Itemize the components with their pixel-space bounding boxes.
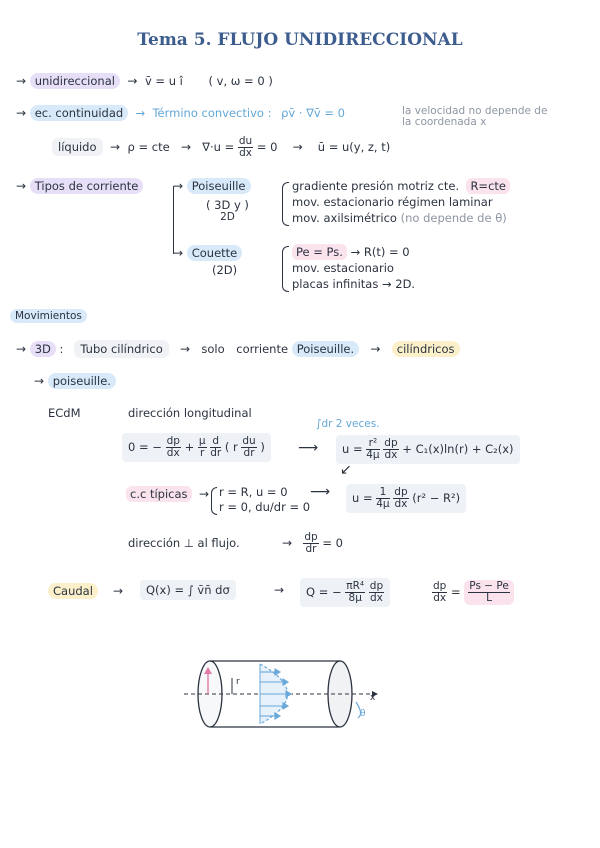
unidireccional-label: unidireccional: [30, 73, 120, 89]
termino-convectivo: Término convectivo :: [152, 106, 272, 120]
ecdm-label: ECdM: [48, 406, 81, 420]
arrow-right-icon: →: [16, 179, 27, 193]
arrow-right-icon: →: [131, 106, 149, 120]
poiseuille-dims-2: 2D: [220, 211, 235, 223]
page-title: Tema 5. FLUJO UNIDIRECCIONAL: [137, 30, 463, 50]
poi-line-3: mov. axilsimétrico (no depende de θ): [292, 211, 507, 225]
r-label: r: [236, 677, 240, 687]
cou-line-3: placas infinitas → 2D.: [292, 277, 416, 291]
arrow-right-icon: →: [16, 74, 27, 88]
unidireccional-condition: ( v, ω = 0 ): [208, 74, 273, 88]
poiseuille-pill: Poiseuille.: [292, 341, 359, 357]
arrow-right-icon: →: [34, 374, 45, 388]
couette-properties: [292, 244, 415, 292]
theta-label: θ: [360, 709, 366, 719]
velocity-profile-solution: u = $\frac{1}{4\mu}$ $\frac{dp}{dx}$ (r² − R²): [346, 484, 466, 513]
tree-connector: [173, 186, 174, 254]
curved-arrow-icon: ↙: [340, 462, 352, 478]
caudal-row: [48, 584, 135, 598]
couette-label: Couette: [187, 245, 243, 261]
u-result: ū = u(y, z, t): [317, 140, 391, 154]
poiseuille-branch: [173, 179, 251, 193]
tres-d-row: → 3D : Tubo cilíndrico → solo corriente Poiseuille. → cilíndricos: [16, 342, 460, 356]
tipos-row: [16, 179, 143, 193]
cc-label: c.c típicas: [126, 486, 192, 502]
couette-branch: [173, 246, 242, 260]
arrow-right-icon: →: [274, 583, 285, 597]
couette-dims: (2D): [212, 263, 238, 277]
poiseuille-dims: [206, 199, 249, 223]
velocidad-note: [402, 106, 547, 128]
poi-line-2: mov. estacionario régimen laminar: [292, 195, 493, 209]
poiseuille-sub-label: poiseuille.: [48, 373, 116, 389]
du-dx-fraction: $\frac{du}{dx}$: [238, 135, 253, 159]
x-label: x: [370, 693, 376, 703]
perp-equation: → $\frac{dp}{dr}$ = 0: [282, 531, 343, 555]
tres-d-label: 3D: [30, 341, 56, 357]
caudal-label: Caudal: [48, 583, 98, 599]
movimientos-row: [10, 310, 87, 322]
brace-couette: [282, 246, 289, 292]
r-cte-highlight: R=cte: [466, 178, 510, 194]
arrow-right-icon: →: [16, 106, 27, 120]
div-eq-suffix: = 0: [256, 140, 278, 154]
arrow-right-icon: →: [172, 342, 198, 356]
pressure-gradient: $\frac{dp}{dx}$ = $\frac{Ps - Pe}{L}$: [432, 580, 514, 605]
cc-line-1: r = R, u = 0: [219, 485, 288, 499]
flow-rate-result: Q = − $\frac{\text{πR⁴}}{8\mu}$ $\frac{dp}{dx}$: [300, 578, 390, 607]
arrow-right-icon: →: [281, 140, 315, 154]
velocidad-note-line-2: la coordenada x: [402, 116, 487, 128]
momentum-equation: 0 = − $\frac{dp}{dx}$ + $\frac{\mu}{r}$ $\frac{d}{dr}$ ( r $\frac{du}{dr}$ ): [122, 433, 271, 462]
cc-row: [126, 487, 209, 501]
arrow-right-icon: →: [123, 74, 142, 88]
arrow-right-icon: →: [362, 342, 389, 356]
div-eq-prefix: ∇·u =: [202, 140, 235, 154]
arrow-right-icon: →: [173, 140, 199, 154]
arrow-right-icon: →: [101, 584, 135, 598]
continuidad-row: [16, 106, 345, 120]
general-solution: u = $\frac{\text{r²}}{4\mu}$ $\frac{dp}{dx}$ + C₁(x)ln(r) + C₂(x): [336, 435, 520, 464]
arrow-right-icon: →: [195, 487, 210, 501]
arrow-right-icon: →: [16, 342, 27, 356]
integrate-note: ∫dr 2 veces.: [316, 418, 380, 430]
arrow-right-icon: →: [106, 140, 124, 154]
unidireccional-row: [16, 74, 273, 88]
brace-cc: [211, 487, 217, 515]
convectivo-equation: ρv̄ · ∇v̄ = 0: [281, 106, 345, 120]
cc-conditions: [219, 485, 310, 515]
tubo-label: Tubo cilíndrico: [74, 340, 168, 358]
cou-line-1: Pe = Ps. → R(t) = 0: [292, 244, 415, 260]
caudal-equation: Q(x) = ∫ v̄n̄ dσ: [140, 580, 236, 600]
direccion-longitudinal: dirección longitudinal: [128, 406, 252, 420]
liquido-row: [52, 136, 390, 159]
pipe-flow-diagram: [180, 652, 390, 742]
tipos-label: Tipos de corriente: [30, 178, 144, 194]
arrow-right-icon: →: [173, 246, 184, 260]
arrow-right-icon: ⟶: [310, 484, 331, 500]
poiseuille-dims-1: ( 3D y ): [206, 198, 249, 212]
cilindricos-label: cilíndricos: [392, 341, 460, 357]
arrow-right-icon: ⟶: [298, 440, 319, 456]
brace-poiseuille: [282, 182, 289, 226]
liquido-label: líquido: [52, 138, 103, 156]
corriente-text: corriente: [236, 342, 289, 356]
cc-line-2: r = 0, du/dr = 0: [219, 500, 311, 514]
arrow-right-icon: →: [173, 179, 184, 193]
movimientos-label: Movimientos: [10, 309, 87, 323]
liquido-rho: ρ = cte: [127, 140, 170, 154]
perp-label: dirección ⊥ al flujo.: [128, 536, 240, 550]
continuidad-label: ec. continuidad: [30, 105, 128, 121]
solo-text: solo: [201, 342, 225, 356]
poi-line-1: gradiente presión motriz cte. R=cte: [292, 178, 510, 194]
unidireccional-equation: v̄ = u î: [144, 74, 183, 88]
poiseuille-properties: [292, 178, 510, 226]
velocidad-note-line-1: la velocidad no depende de: [402, 105, 548, 117]
cou-line-2: mov. estacionario: [292, 261, 394, 275]
poiseuille-sub-row: [34, 374, 116, 388]
poiseuille-label: Poiseuille: [187, 178, 251, 194]
